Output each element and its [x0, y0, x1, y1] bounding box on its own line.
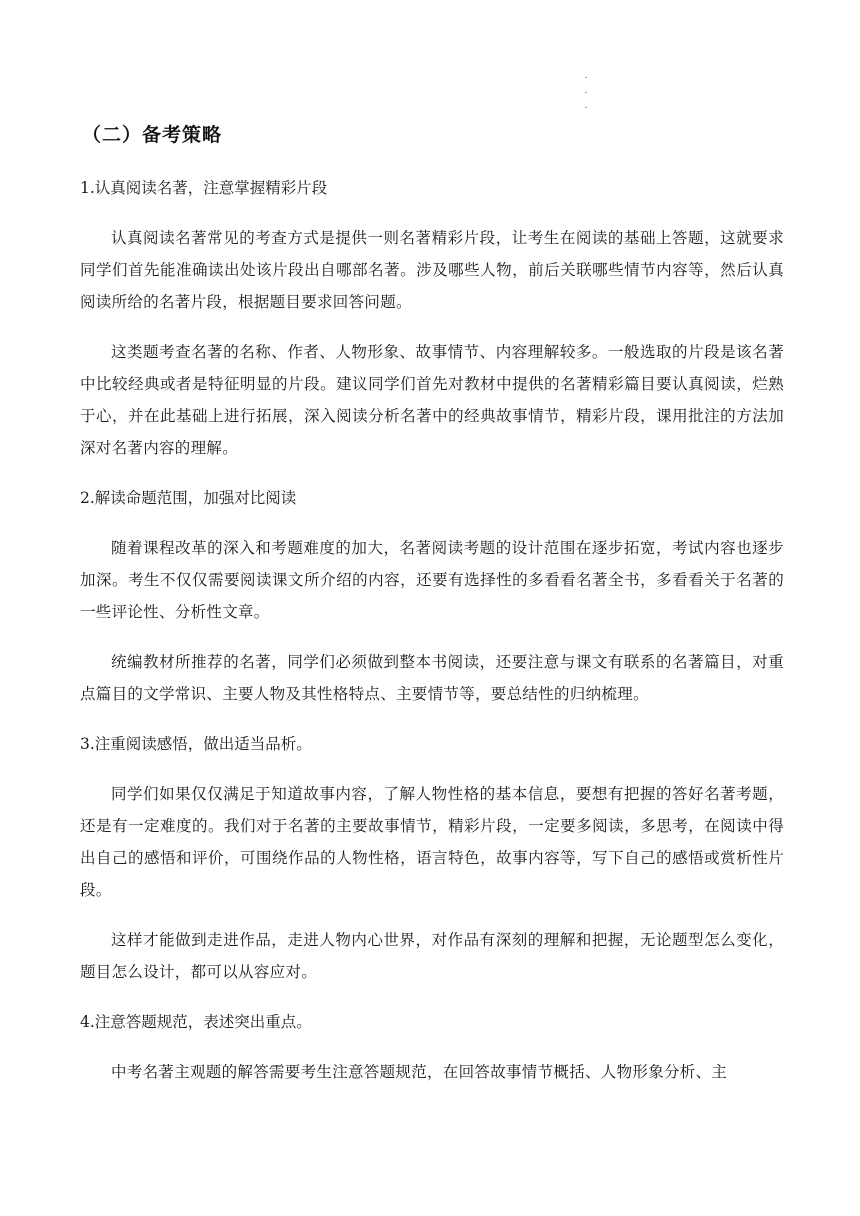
section-title: （二）备考策略 — [82, 124, 223, 146]
dot-mark: . — [584, 85, 588, 96]
paragraph: 这样才能做到走进作品，走进人物内心世界，对作品有深刻的理解和把握，无论题型怎么变化，题目怎么设计，都可以从容应对。 — [80, 931, 784, 981]
dot-mark: . — [584, 70, 588, 81]
paragraph: 统编教材所推荐的名著，同学们必须做到整本书阅读，还要注意与课文有联系的名著篇目，对重点篇目的文学常识、主要人物及其性格特点、主要情节等，要总结性的归纳梳理。 — [80, 653, 784, 703]
paragraph: 随着课程改革的深入和考题难度的加大，名著阅读考题的设计范围在逐步拓宽，考试内容也逐步加深。考生不仅仅需要阅读课文所介绍的内容，还要有选择性的多看看名著全书，多看看关于名著的一些评论性、分析性文章。 — [80, 539, 784, 621]
dot-mark: . — [584, 100, 588, 111]
subheading-4: 4.注意答题规范，表述突出重点。 — [80, 1013, 312, 1031]
document-body — [80, 172, 784, 1106]
subheading-2: 2.解读命题范围，加强对比阅读 — [80, 489, 297, 507]
subheading-3: 3.注重阅读感悟，做出适当品析。 — [80, 735, 312, 753]
paragraph: 中考名著主观题的解答需要考生注意答题规范，在回答故事情节概括、人物形象分析、主 — [111, 1063, 728, 1081]
paragraph: 同学们如果仅仅满足于知道故事内容，了解人物性格的基本信息，要想有把握的答好名著考题，还是有一定难度的。我们对于名著的主要故事情节，精彩片段，一定要多阅读，多思考，在阅读中得出自己的感悟和评价，可围绕作品的人物性格，语言特色，故事内容等，写下自己的感悟或赏析性片段。 — [80, 785, 784, 899]
header-dot-marks — [582, 68, 590, 113]
subheading-1: 1.认真阅读名著，注意掌握精彩片段 — [80, 179, 328, 197]
paragraph: 这类题考查名著的名称、作者、人物形象、故事情节、内容理解较多。一般选取的片段是该名著中比较经典或者是特征明显的片段。建议同学们首先对教材中提供的名著精彩篇目要认真阅读，烂熟于心，并在此基础上进行拓展，深入阅读分析名著中的经典故事情节，精彩片段，课用批注的方法加深对名著内容的理解。 — [80, 343, 784, 457]
paragraph: 认真阅读名著常见的考查方式是提供一则名著精彩片段，让考生在阅读的基础上答题，这就要求同学们首先能准确读出处该片段出自哪部名著。涉及哪些人物，前后关联哪些情节内容等，然后认真阅读所给的名著片段，根据题目要求回答问题。 — [80, 229, 784, 311]
